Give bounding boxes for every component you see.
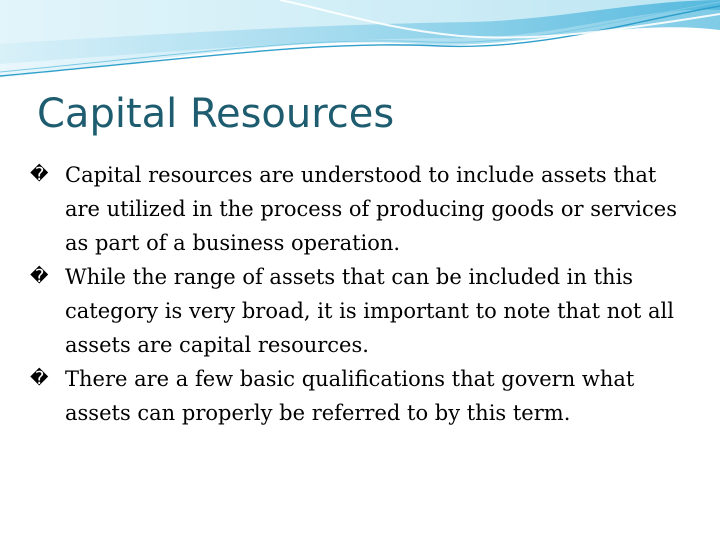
bullet-text: While the range of assets that can be included in this category is very broad, it is important to note that not all assets are capital resources. <box>65 265 674 357</box>
bullet-text: Capital resources are understood to include assets that are utilized in the process of producing goods or services as part of a business operation. <box>65 163 677 255</box>
bullet-list <box>30 158 690 430</box>
bullet-icon: � <box>30 368 49 389</box>
bullet-icon: � <box>30 266 49 287</box>
bullet-icon: � <box>30 164 49 185</box>
header-wave-decoration <box>0 0 720 90</box>
bullet-text: There are a few basic qualifications that govern what assets can properly be referred to by this term. <box>65 367 635 425</box>
slide-title: Capital Resources <box>37 91 395 137</box>
bullet-item <box>30 158 690 260</box>
bullet-item <box>30 260 690 362</box>
bullet-item <box>30 362 690 430</box>
